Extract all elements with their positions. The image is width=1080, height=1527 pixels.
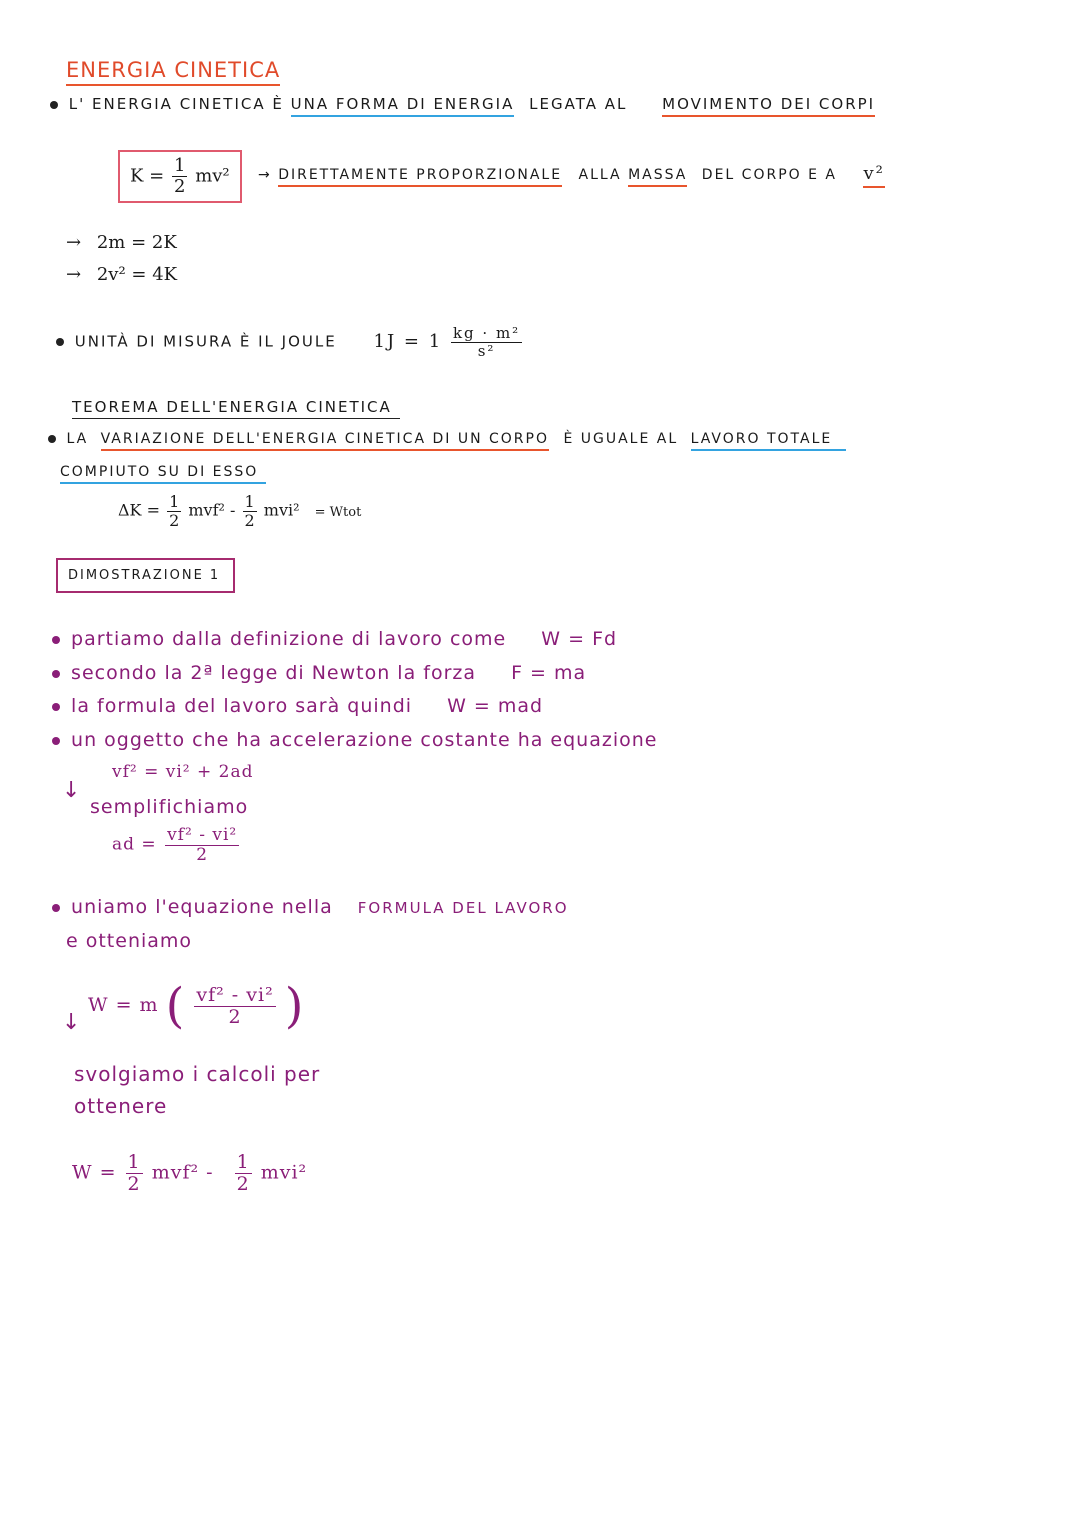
theorem-term-1: mvf²: [188, 500, 225, 520]
bullet-icon: [52, 703, 60, 711]
final-formula: [72, 1152, 307, 1195]
equation-work: [88, 978, 305, 1034]
eq3-den: 2: [228, 1005, 242, 1028]
equation-kinematics: vf² = vi² + 2ad: [112, 762, 254, 782]
arrow-icon: →: [258, 167, 272, 183]
theorem-p3: È UGUALE AL: [563, 431, 679, 447]
unit-num: kg · m²: [452, 324, 521, 342]
eq2-fraction: [165, 826, 239, 864]
paren-open: (: [165, 978, 186, 1034]
intro-line: [50, 95, 875, 113]
theorem-fraction-1: [167, 493, 181, 529]
final-term-1: mvf² -: [151, 1161, 214, 1184]
arrow-icon: →: [66, 232, 82, 253]
consequence-text: 2m = 2K: [96, 232, 177, 253]
demo-line-formula: W = mad: [447, 695, 544, 717]
demo-line: [52, 729, 657, 751]
unit-fraction: [451, 325, 522, 359]
calc-line-2: ottenere: [74, 1094, 168, 1118]
theorem-term-2: mvi²: [263, 500, 300, 520]
final-fraction-2: [235, 1152, 252, 1195]
intro-part2: UNA FORMA DI ENERGIA: [291, 95, 515, 117]
demo-line-text: un oggetto che ha accelerazione costante ha equazione: [71, 729, 658, 751]
fraction-den: 2: [236, 1172, 250, 1195]
arrow-icon: →: [66, 264, 82, 285]
bullet-icon: [52, 904, 60, 912]
eq2-num: vf² - vi²: [167, 825, 238, 845]
eq3-lhs: W = m: [88, 994, 159, 1016]
unit-text: UNITÀ DI MISURA È IL JOULE: [74, 332, 337, 351]
formula-k-num: 1: [174, 155, 186, 176]
fraction-den: 2: [244, 510, 255, 530]
theorem-statement: [48, 431, 846, 447]
theorem-heading: TEOREMA DELL'ENERGIA CINETICA: [72, 398, 400, 419]
equation-ad: [112, 826, 241, 864]
proportional-line: [258, 163, 885, 184]
fraction-den: 2: [127, 1172, 141, 1195]
theorem-minus: -: [230, 500, 236, 520]
unit-line: [56, 325, 524, 359]
formula-k-fraction: [172, 156, 187, 197]
proportional-part1: DIRETTAMENTE PROPORZIONALE: [278, 167, 562, 187]
intro-part1: L' ENERGIA CINETICA È: [68, 95, 284, 113]
theorem-formula: [118, 493, 361, 529]
theorem-rhs: = Wtot: [314, 504, 362, 520]
theorem-p4: LAVORO TOTALE: [691, 431, 847, 451]
final-lhs: W =: [72, 1161, 117, 1184]
bullet-icon: [52, 670, 60, 678]
demo-line-text: partiamo dalla definizione di lavoro come: [71, 628, 507, 650]
eq2-lhs: ad =: [112, 834, 157, 855]
theorem-p1: LA: [66, 431, 89, 447]
fraction-num: 1: [244, 492, 255, 511]
intro-part4: MOVIMENTO DEI CORPI: [662, 95, 875, 117]
fraction-num: 1: [127, 1151, 141, 1173]
kinetic-energy-formula: [118, 150, 242, 203]
demo-line-text: la formula del lavoro sarà quindi: [71, 695, 413, 717]
consequence-text: 2v² = 4K: [96, 264, 178, 285]
consequence-item: [66, 227, 177, 259]
fraction-num: 1: [236, 1151, 250, 1173]
eq3-num: vf² - vi²: [196, 983, 274, 1006]
final-fraction-1: [126, 1152, 143, 1195]
page-title: ENERGIA CINETICA: [66, 58, 280, 86]
proportional-part5: v²: [863, 163, 884, 188]
proportional-part4: DEL CORPO E A: [701, 167, 837, 183]
unite-line: [52, 896, 569, 918]
obtain-text: e otteniamo: [66, 930, 193, 952]
proportional-part3: MASSA: [628, 167, 687, 187]
demo-box: DIMOSTRAZIONE 1: [56, 558, 235, 593]
unit-den: s²: [477, 341, 496, 360]
bullet-icon: [50, 101, 58, 109]
eq3-fraction: [194, 985, 275, 1028]
demo-line-text: secondo la 2ª legge di Newton la forza: [71, 662, 477, 684]
fraction-den: 2: [169, 510, 180, 530]
intro-part3: LEGATA AL: [529, 95, 628, 113]
unit-equation: 1J = 1: [373, 330, 443, 352]
down-arrow-icon: ↓: [62, 778, 82, 803]
theorem-p2: VARIAZIONE DELL'ENERGIA CINETICA DI UN CORPO: [101, 431, 549, 451]
demo-line: [52, 662, 586, 684]
bullet-icon: [48, 435, 56, 443]
formula-k-rhs: mv²: [195, 165, 230, 187]
bullet-icon: [52, 737, 60, 745]
consequences-list: [66, 227, 177, 291]
formula-k-lhs: K =: [130, 165, 165, 187]
consequence-item: [66, 259, 177, 291]
theorem-p5: COMPIUTO SU DI ESSO: [60, 464, 266, 484]
unite-caps: FORMULA DEL LAVORO: [357, 899, 569, 917]
demo-line: [52, 628, 617, 650]
simplify-text: semplifichiamo: [90, 796, 249, 818]
bullet-icon: [56, 338, 64, 346]
demo-line-formula: F = ma: [511, 662, 587, 684]
paren-close: ): [284, 978, 305, 1034]
theorem-fraction-2: [243, 493, 257, 529]
bullet-icon: [52, 636, 60, 644]
fraction-num: 1: [169, 492, 180, 511]
demo-line: [52, 695, 543, 717]
down-arrow-icon: ↓: [62, 1010, 82, 1035]
final-term-2: mvi²: [260, 1161, 308, 1184]
unite-text: uniamo l'equazione nella: [71, 896, 333, 918]
eq2-den: 2: [196, 844, 209, 865]
proportional-part2: ALLA: [578, 167, 622, 183]
calc-line-1: svolgiamo i calcoli per: [74, 1062, 321, 1086]
demo-line-formula: W = Fd: [541, 628, 618, 650]
formula-k-den: 2: [174, 175, 186, 197]
theorem-formula-lhs: ΔK =: [118, 500, 160, 520]
